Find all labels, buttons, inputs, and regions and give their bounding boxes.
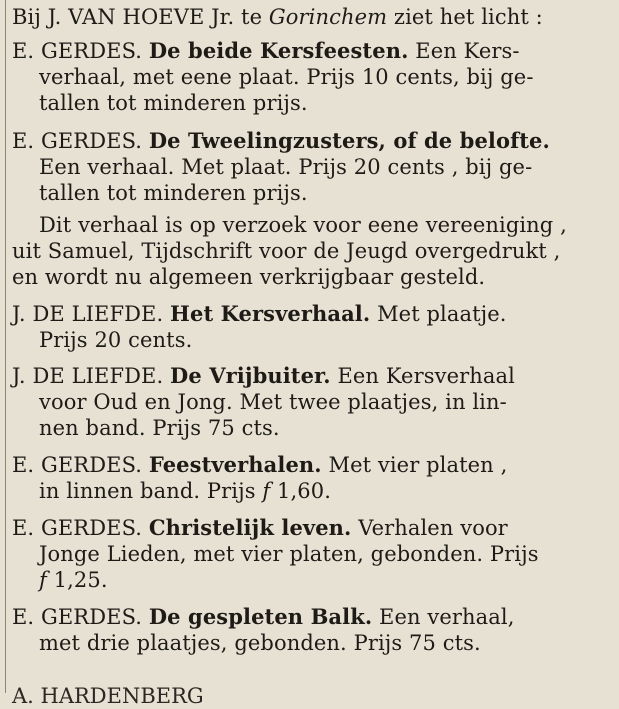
- entry-2-first-line: [12, 128, 550, 154]
- entry-3-line: Prijs 20 cents.: [39, 328, 193, 352]
- entry-3-first-line: [12, 301, 507, 327]
- entry-author: E. GERDES.: [12, 516, 143, 540]
- entry-title: Het Kersverhaal.: [170, 301, 371, 326]
- entry-6-first-line: [12, 515, 508, 541]
- entry-author: E. GERDES.: [12, 39, 143, 63]
- entry-4-line: nen band. Prijs 75 cts.: [39, 416, 280, 440]
- entry-text: Verhalen voor: [351, 516, 508, 540]
- entry-1-line: verhaal, met eene plaat. Prijs 10 cents, bij ge-: [39, 65, 534, 89]
- entry-5-first-line: [12, 452, 507, 478]
- entry-title: De Vrijbuiter.: [170, 363, 331, 388]
- entry-text: Een Kers-: [408, 39, 520, 63]
- entry-text: Met plaatje.: [370, 302, 507, 326]
- header-line: [12, 4, 543, 30]
- entry-author: E. GERDES.: [12, 129, 143, 153]
- entry-text: Met vier platen ,: [321, 453, 508, 477]
- entry-4-line: voor Oud en Jong. Met twee plaatjes, in lin-: [39, 390, 507, 414]
- entry-4-first-line: [12, 363, 515, 389]
- column-rule: [5, 0, 6, 693]
- entry-author: E. GERDES.: [12, 453, 143, 477]
- entry-2-flush-line: en wordt nu algemeen verkrijgbaar gesteld.: [12, 265, 486, 289]
- price-value: 1,60.: [277, 479, 331, 503]
- entry-title: Feestverhalen.: [148, 452, 322, 477]
- entry-6-line: [39, 567, 108, 593]
- entry-2-line: Dit verhaal is op verzoek voor eene vereeniging ,: [39, 213, 567, 237]
- entry-7-first-line: [12, 604, 515, 630]
- entry-2-flush-line: uit Samuel, Tijdschrift voor de Jeugd overgedrukt ,: [12, 239, 561, 263]
- entry-2-line: tallen tot minderen prijs.: [39, 181, 308, 205]
- entry-author: J. DE LIEFDE.: [12, 302, 164, 326]
- entry-title: Christelijk leven.: [148, 515, 352, 540]
- entry-title: De Tweelingzusters, of de belofte.: [148, 128, 550, 153]
- florin-symbol: f: [262, 479, 271, 503]
- entry-title: De gespleten Balk.: [148, 604, 373, 629]
- price-value: 1,25.: [53, 568, 108, 592]
- entry-5-line: [39, 478, 331, 504]
- entry-6-line: Jonge Lieden, met vier platen, gebonden. Prijs: [39, 542, 539, 566]
- entry-1-first-line: [12, 38, 520, 64]
- florin-symbol: f: [39, 568, 47, 592]
- entry-7-line: met drie plaatjes, gebonden. Prijs 75 cts.: [39, 631, 481, 655]
- entry-author: E. GERDES.: [12, 605, 143, 629]
- entry-author: J. DE LIEFDE.: [12, 364, 164, 388]
- cut-off-line: A. HARDENBERG: [12, 684, 204, 708]
- header-place: Gorinchem: [268, 5, 388, 29]
- entry-2-line: Een verhaal. Met plaat. Prijs 20 cents , bij ge-: [39, 155, 533, 179]
- entry-title: De beide Kersfeesten.: [148, 38, 409, 63]
- header-suffix: ziet het licht :: [387, 5, 543, 29]
- entry-1-line: tallen tot minderen prijs.: [39, 91, 308, 115]
- entry-text: Een Kersverhaal: [330, 364, 515, 388]
- header-prefix: Bij J. VAN HOEVE Jr. te: [12, 5, 269, 29]
- entry-text: Een verhaal,: [372, 605, 515, 629]
- entry-text: in linnen band. Prijs: [39, 479, 256, 503]
